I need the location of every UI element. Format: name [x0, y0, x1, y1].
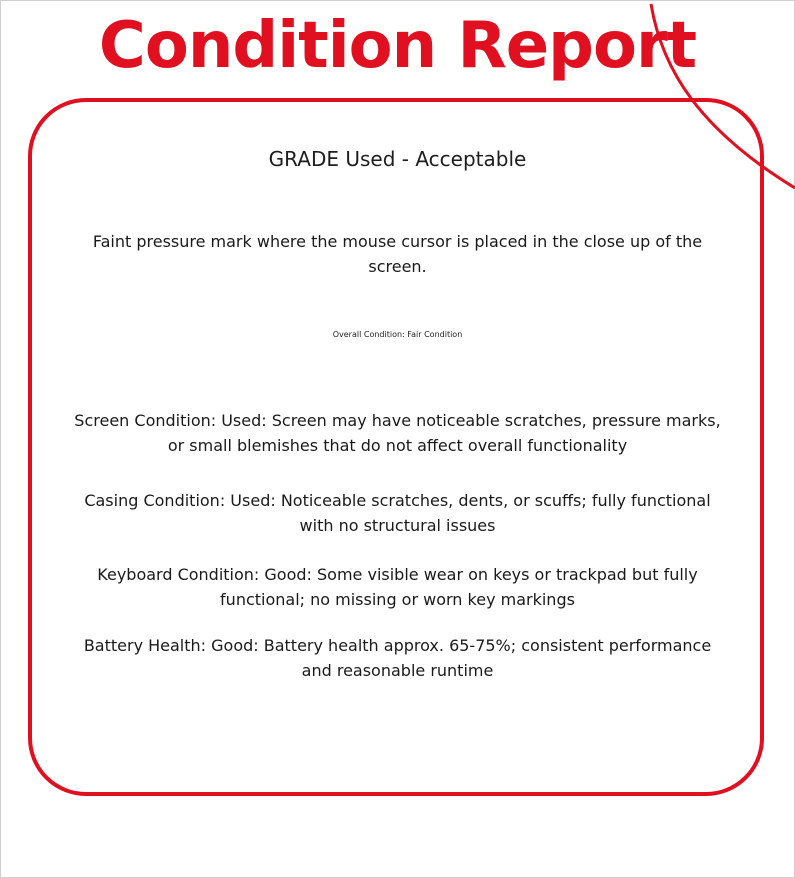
grade-heading: GRADE Used - Acceptable: [268, 147, 527, 171]
page-title: Condition Report: [98, 9, 697, 83]
overall-condition: Overall Condition: Fair Condition: [332, 330, 463, 339]
screen-condition: Screen Condition: Used: Screen may have noticeable scratches, pressure marks, or small blemishes that do not affect overall functionality: [74, 411, 721, 455]
condition-note: Faint pressure mark where the mouse cursor is placed in the close up of the screen.: [92, 232, 703, 276]
battery-health: Battery Health: Good: Battery health approx. 65-75%; consistent performance and reasonable runtime: [83, 636, 712, 680]
keyboard-condition: Keyboard Condition: Good: Some visible wear on keys or trackpad but fully functional; no missing or worn key markings: [97, 565, 698, 609]
casing-condition: Casing Condition: Used: Noticeable scratches, dents, or scuffs; fully functional with no structural issues: [84, 491, 711, 535]
